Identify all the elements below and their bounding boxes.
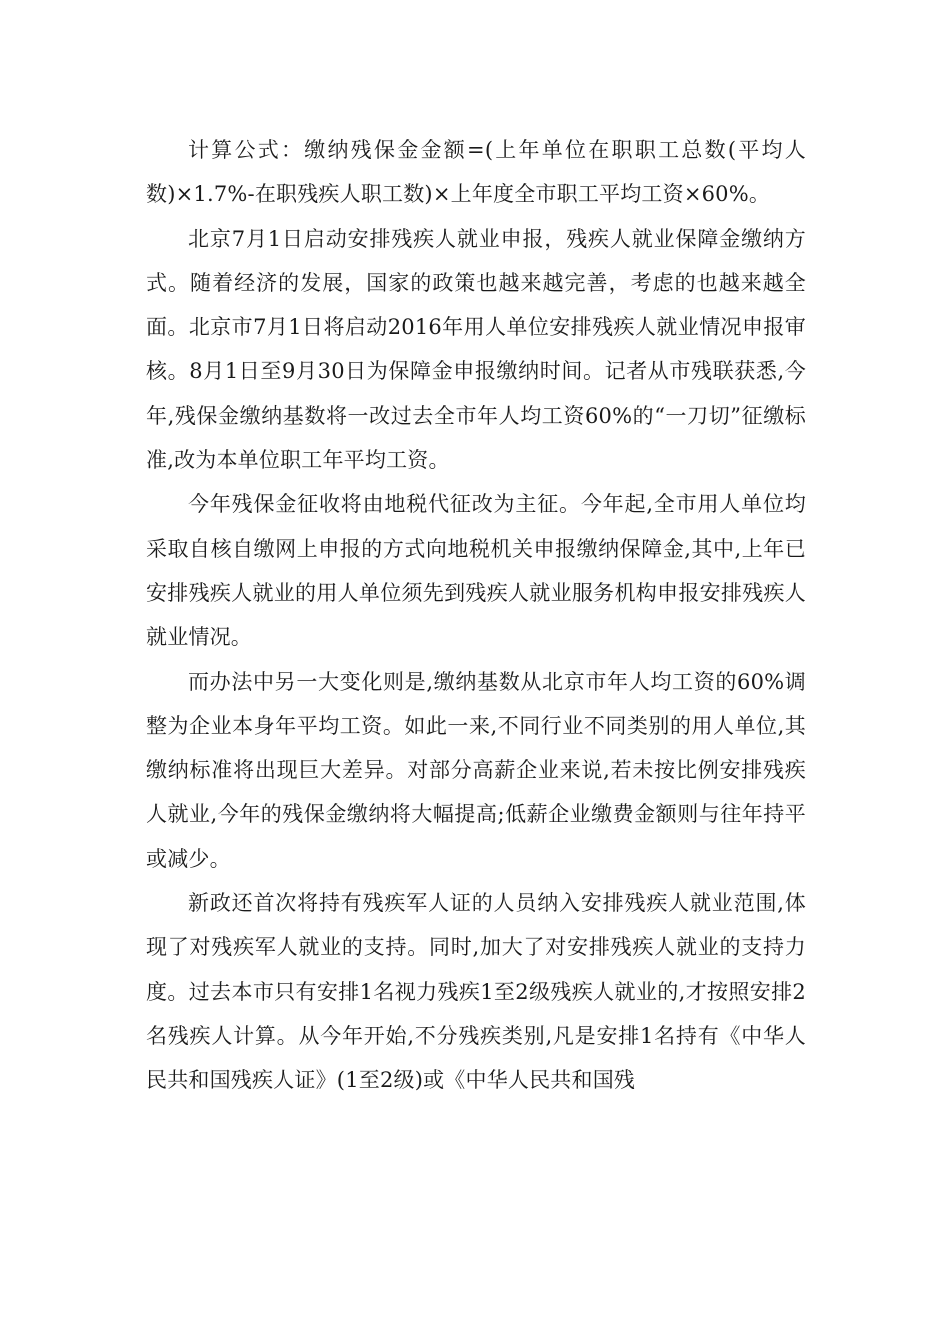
paragraph-formula: 计算公式：缴纳残保金金额=(上年单位在职职工总数(平均人数)×1.7%-在职残疾人职工数)×上年度全市职工平均工资×60%。: [146, 138, 806, 207]
document-body: [146, 128, 806, 1103]
paragraph-new-policy: 新政还首次将持有残疾军人证的人员纳入安排残疾人就业范围,体现了对残疾军人就业的支持。同时,加大了对安排残疾人就业的支持力度。过去本市只有安排1名视力残疾1至2级残疾人就业的,才按照安排2名残疾人计算。从今年开始,不分残疾类别,凡是安排1名持有《中华人民共和国残疾人证》(1至2级)或《中华人民共和国残: [146, 891, 806, 1093]
paragraph-tax-collection: 今年残保金征收将由地税代征改为主征。今年起,全市用人单位均采取自核自缴网上申报的方式向地税机关申报缴纳保障金,其中,上年已安排残疾人就业的用人单位须先到残疾人就业服务机构申报安排残疾人就业情况。: [146, 492, 806, 650]
paragraph-base-change: 而办法中另一大变化则是,缴纳基数从北京市年人均工资的60%调整为企业本身年平均工资。如此一来,不同行业不同类别的用人单位,其缴纳标准将出现巨大差异。对部分高薪企业来说,若未按比例安排残疾人就业,今年的残保金缴纳将大幅提高;低薪企业缴费金额则与往年持平或减少。: [146, 669, 806, 871]
paragraph-beijing-declaration: 北京7月1日启动安排残疾人就业申报，残疾人就业保障金缴纳方式。随着经济的发展，国家的政策也越来越完善，考虑的也越来越全面。北京市7月1日将启动2016年用人单位安排残疾人就业情况申报审核。8月1日至9月30日为保障金申报缴纳时间。记者从市残联获悉,今年,残保金缴纳基数将一改过去全市年人均工资60%的“一刀切”征缴标准,改为本单位职工年平均工资。: [146, 226, 806, 473]
